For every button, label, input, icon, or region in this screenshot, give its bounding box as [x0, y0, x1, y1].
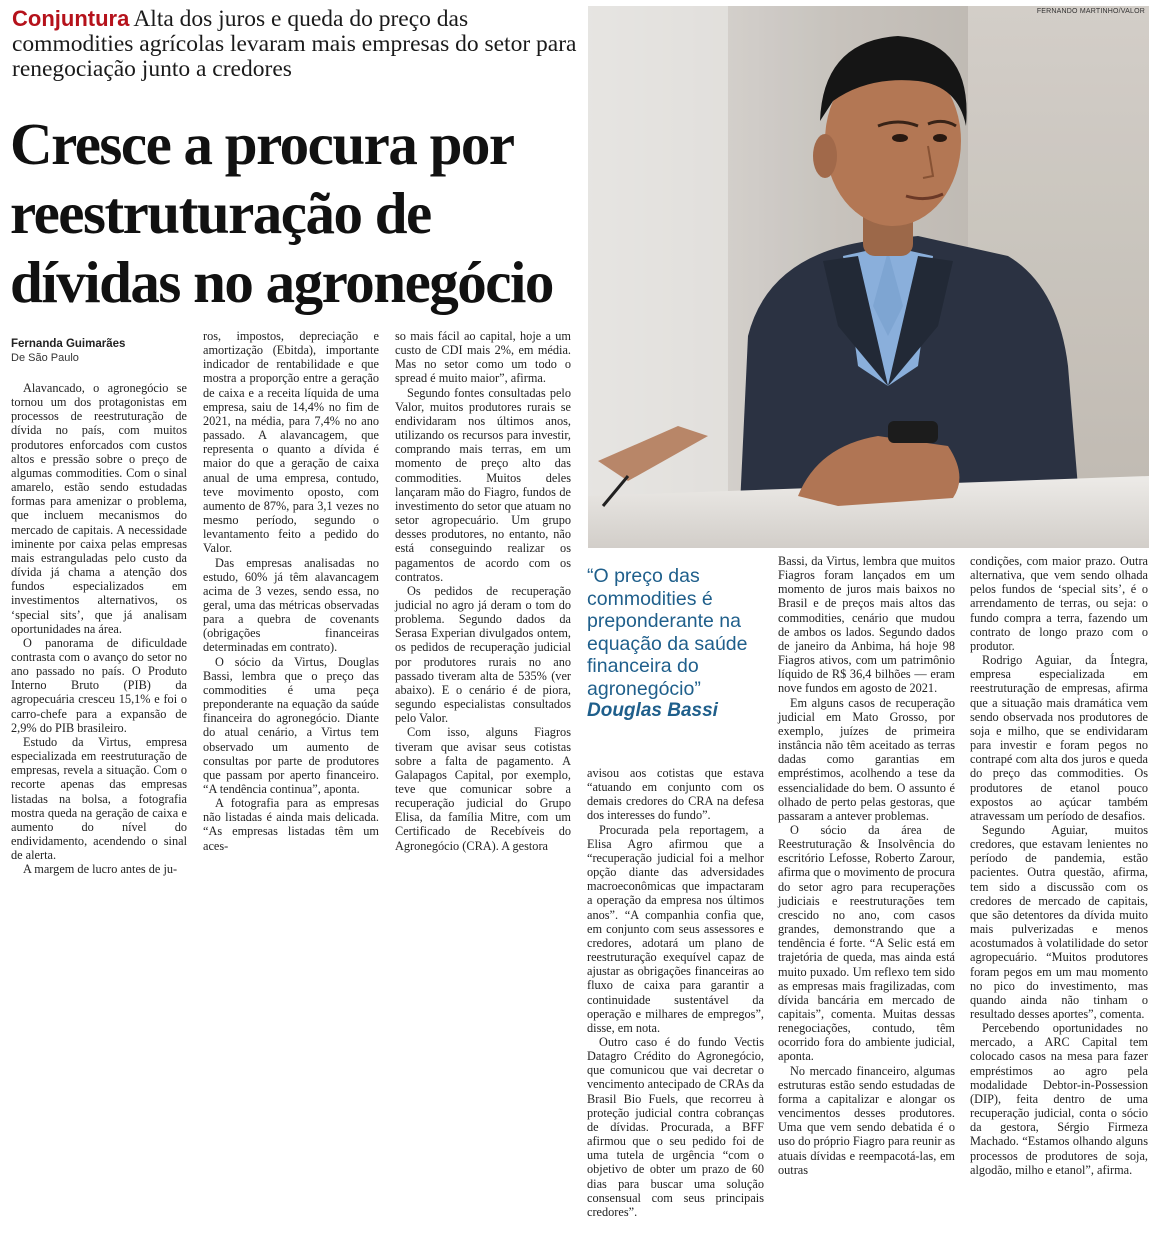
article-column-5 — [778, 554, 955, 1177]
paragraph: so mais fácil ao capital, hoje a um custo de CDI mais 2%, em média. Mas no setor como um todo o spread é muito maior”, afirma. — [395, 329, 571, 386]
paragraph: Percebendo oportunidades no mercado, a ARC Capital tem colocado casos na mesa para fazer empréstimos ao agro pela modalidade Debtor-in-Possession (DIP), feita dentro de uma recuperação judicial, conta o sócio da gestora, Sérgio Firmeza Machado. “Estamos olhando alguns processos de produtores de soja, algodão, milho e etanol”, afirma. — [970, 1021, 1148, 1177]
paragraph: Estudo da Virtus, empresa especializada em reestruturação de empresas, revela a situação. Com o recorte apenas das empresas listadas na bolsa, a fotografia mostra queda na geração de caixa e aumento do nível do endividamento, acendendo o sinal de alerta. — [11, 734, 187, 863]
author-location: De São Paulo — [11, 352, 79, 364]
paragraph: Bassi, da Virtus, lembra que muitos Fiagros foram lançados em um momento de juros mais baixos no Brasil e de preços mais altos das commodities, cenário que mudou de ambos os lados. Segundo dados de janeiro da Anbima, há hoje 98 Fiagros ativos, com um patrimônio líquido de R$ 36,4 bilhões — eram nove fundos em agosto de 2021. — [778, 554, 955, 696]
paragraph: O panorama de dificuldade contrasta com o avanço do setor no ano passado no país. O Produto Interno Bruto (PIB) da agropecuária cresceu 15,1% e foi o carro-chefe para a expansão de 2,9% do PIB brasileiro. — [11, 635, 187, 735]
paragraph: Segundo Aguiar, muitos credores, que estavam lenientes no período de pandemia, estão pacientes. Outra questão, afirma, tem sido a discussão com os credores de mercado de capitais, que são detentores da dívida muito mais pulverizadas e menos acostumados à volatilidade do setor agropecuário. “Muitos produtores foram pegos em um mau momento no pico do investimento, mas quando ainda não tinham o resultado desses aportes”, comenta. — [970, 822, 1148, 1021]
paragraph: Segundo fontes consultadas pelo Valor, muitos produtores rurais se endividaram nos últimos anos, utilizando os recursos para investir, comprando mais terras, em um momento de preço alto das commodities. Muitos deles lançaram mão do Fiagro, fundos de investimento do setor que atuam no setor agropecuário. Um grupo desses produtores, no entanto, não está conseguindo realizar os pagamentos de acordo com os contratos. — [395, 385, 571, 584]
photo-credit: FERNANDO MARTINHO/VALOR — [1036, 8, 1145, 15]
headline: Cresce a procura por reestruturação de dívidas no agronegócio — [10, 111, 553, 315]
paragraph: No mercado financeiro, algumas estruturas estão sendo estudadas de forma a capitalizar e alongar os vencimentos desses produtores. Uma que vem sendo debatida é o uso do próprio Fiagro para reunir as atuais dívidas e reempacotá-las, em outras — [778, 1063, 955, 1177]
paragraph: avisou aos cotistas que estava “atuando em conjunto com os demais credores do CRA na defesa dos interesses do fundo”. — [587, 766, 764, 823]
paragraph: Com isso, alguns Fiagros tiveram que avisar seus cotistas sobre a falta de pagamento. A Galapagos Capital, por exemplo, teve que comunicar sobre a recuperação judicial do Grupo Elisa, da família Mitre, com um Certificado de Recebíveis do Agronegócio (CRA). A gestora — [395, 725, 571, 853]
article-column-1 — [11, 381, 187, 876]
paragraph: Das empresas analisadas no estudo, 60% já têm alavancagem acima de 3 vezes, sendo essa, no geral, uma das métricas observadas para a quebra de covenants (obrigações financeiras determinadas em contrato). — [203, 555, 379, 655]
paragraph: Rodrigo Aguiar, da Íntegra, empresa especializada em reestruturação de empresas, afirma que a situação mais dramática vem sendo observada nos produtores de soja e milho, que se endividaram para investir e foram pegos no contrapé com alta dos juros e queda do preço das commodities. Os produtores de etanol pouco expostos ao açúcar também atravessam um período de desafios. — [970, 653, 1148, 823]
paragraph: Alavancado, o agronegócio se tornou um dos protagonistas em processos de reestruturação de dívida no país, com muitos produtores enforcados com custos altos e pressão sobre o preço de algumas commodities. Com o sinal amarelo, estão sendo estudadas formas para amenizar o problema, que incluem mecanismos do mercado de capitais. A necessidade iminente por caixa pelas empresas mais estranguladas pelo custo da dívida já chama a atenção dos fundos especializados em investimentos alternativos, os ‘special sits’, que já analisam oportunidades na área. — [11, 381, 187, 636]
paragraph: O sócio da área de Reestruturação & Insolvência do escritório Lefosse, Roberto Zarour, afirma que o movimento de procura do setor agro para recuperações judiciais e reestruturações tem crescido no ano, com casos grandes, demonstrando que a tendência é forte. “A Selic está em trajetória de queda, mas ainda está muito puxado. Um reflexo tem sido as empresas mais fragilizadas, com dívida bancária em mercado de capitais”, comenta. Muitas dessas renegociações, contudo, têm ocorrido fora do ambiente judicial, aponta. — [778, 822, 955, 1064]
paragraph: Os pedidos de recuperação judicial no agro já deram o tom do problema. Segundo dados da Serasa Experian divulgados ontem, os pedidos de recuperação judicial por produtores rurais no ano passado tiveram alta de 535% (ver abaixo). E o cenário é de piora, segundo especialistas consultados pelo Valor. — [395, 583, 571, 726]
paragraph: Outro caso é do fundo Vectis Datagro Crédito do Agronegócio, que comunicou que vai decretar o vencimento antecipado de CRAs da Brasil Bio Fuels, que recorreu à proteção judicial contra cobranças de dívidas. Procurada, a BFF afirmou que o seu pedido foi de uma tutela de urgência “com o objetivo de obter um prazo de 60 dias para buscar uma solução consensual com seus principais credores”. — [587, 1034, 764, 1219]
pull-quote-attribution: Douglas Bassi — [587, 700, 718, 721]
portrait-illustration — [588, 6, 1149, 548]
pull-quote-text: “O preço das commodities é preponderante na equação da saúde financeira do agronegócio” — [587, 565, 748, 700]
byline — [11, 338, 191, 364]
paragraph: O sócio da Virtus, Douglas Bassi, lembra que o preço das commodities é uma peça preponderante na equação da saúde financeira do agronegócio. Diante do atual cenário, a Virtus tem observado um aumento de consultas por parte de produtores que passam por aperto financeiro. “A tendência continua”, aponta. — [203, 654, 379, 796]
author-name: Fernanda Guimarães — [11, 338, 126, 350]
article-column-6 — [970, 554, 1148, 1177]
kicker — [12, 6, 577, 82]
kicker-text: Alta dos juros e queda do preço das commodities agrícolas levaram mais empresas do setor para renegociação junto a credores — [12, 6, 577, 82]
section-label: Conjuntura — [12, 6, 130, 31]
paragraph: ros, impostos, depreciação e amortização (Ebitda), importante indicador de rentabilidade e que mostra a proporção entre a geração de caixa e a receita líquida de uma empresa, saiu de 14,4% no fim de 2021, na média, para 7,4% no ano passado. A alavancagem, que representa o quanto a dívida é maior do que a geração de caixa anual de uma empresa, contudo, teve movimento oposto, com aumento de 87%, para 3,1 vezes no mesmo período, segundo o levantamento feito a pedido do Valor. — [203, 329, 379, 556]
paragraph: Procurada pela reportagem, a Elisa Agro afirmou que a “recuperação judicial foi a melhor opção diante das adversidades macroeconômicas que impactaram a operação da empresa nos últimos anos”. “A companhia confia que, em conjunto com seus assessores e credores, adotará um plano de reestruturação exequível capaz de ajustar as obrigações financeiras ao fluxo de caixa para garantir a continuidade sustentável da operação e milhares de empregos”, disse, em nota. — [587, 822, 764, 1035]
pull-quote — [587, 565, 767, 723]
article-column-4 — [587, 766, 764, 1219]
paragraph: A margem de lucro antes de ju- — [23, 862, 178, 877]
paragraph: Em alguns casos de recuperação judicial em Mato Grosso, por exemplo, juízes de primeira instância não têm aceitado as terras dadas como garantias em empréstimos, acolhendo a tese da essencialidade do bem. O assunto é olhado de perto pelas gestoras, que passaram a antever problemas. — [778, 695, 955, 823]
paragraph: A fotografia para as empresas não listadas é ainda mais delicada. “As empresas listadas têm um aces- — [203, 796, 379, 853]
article-column-2 — [203, 329, 379, 853]
paragraph: condições, com maior prazo. Outra alternativa, que vem sendo olhada pelos fundos de ‘special sits’, é o arrendamento de terras, ou seja: o fundo compra a terra, fazendo um contrato de longo prazo com o produtor. — [970, 554, 1148, 653]
article-column-3 — [395, 329, 571, 853]
article-photo — [588, 6, 1149, 548]
